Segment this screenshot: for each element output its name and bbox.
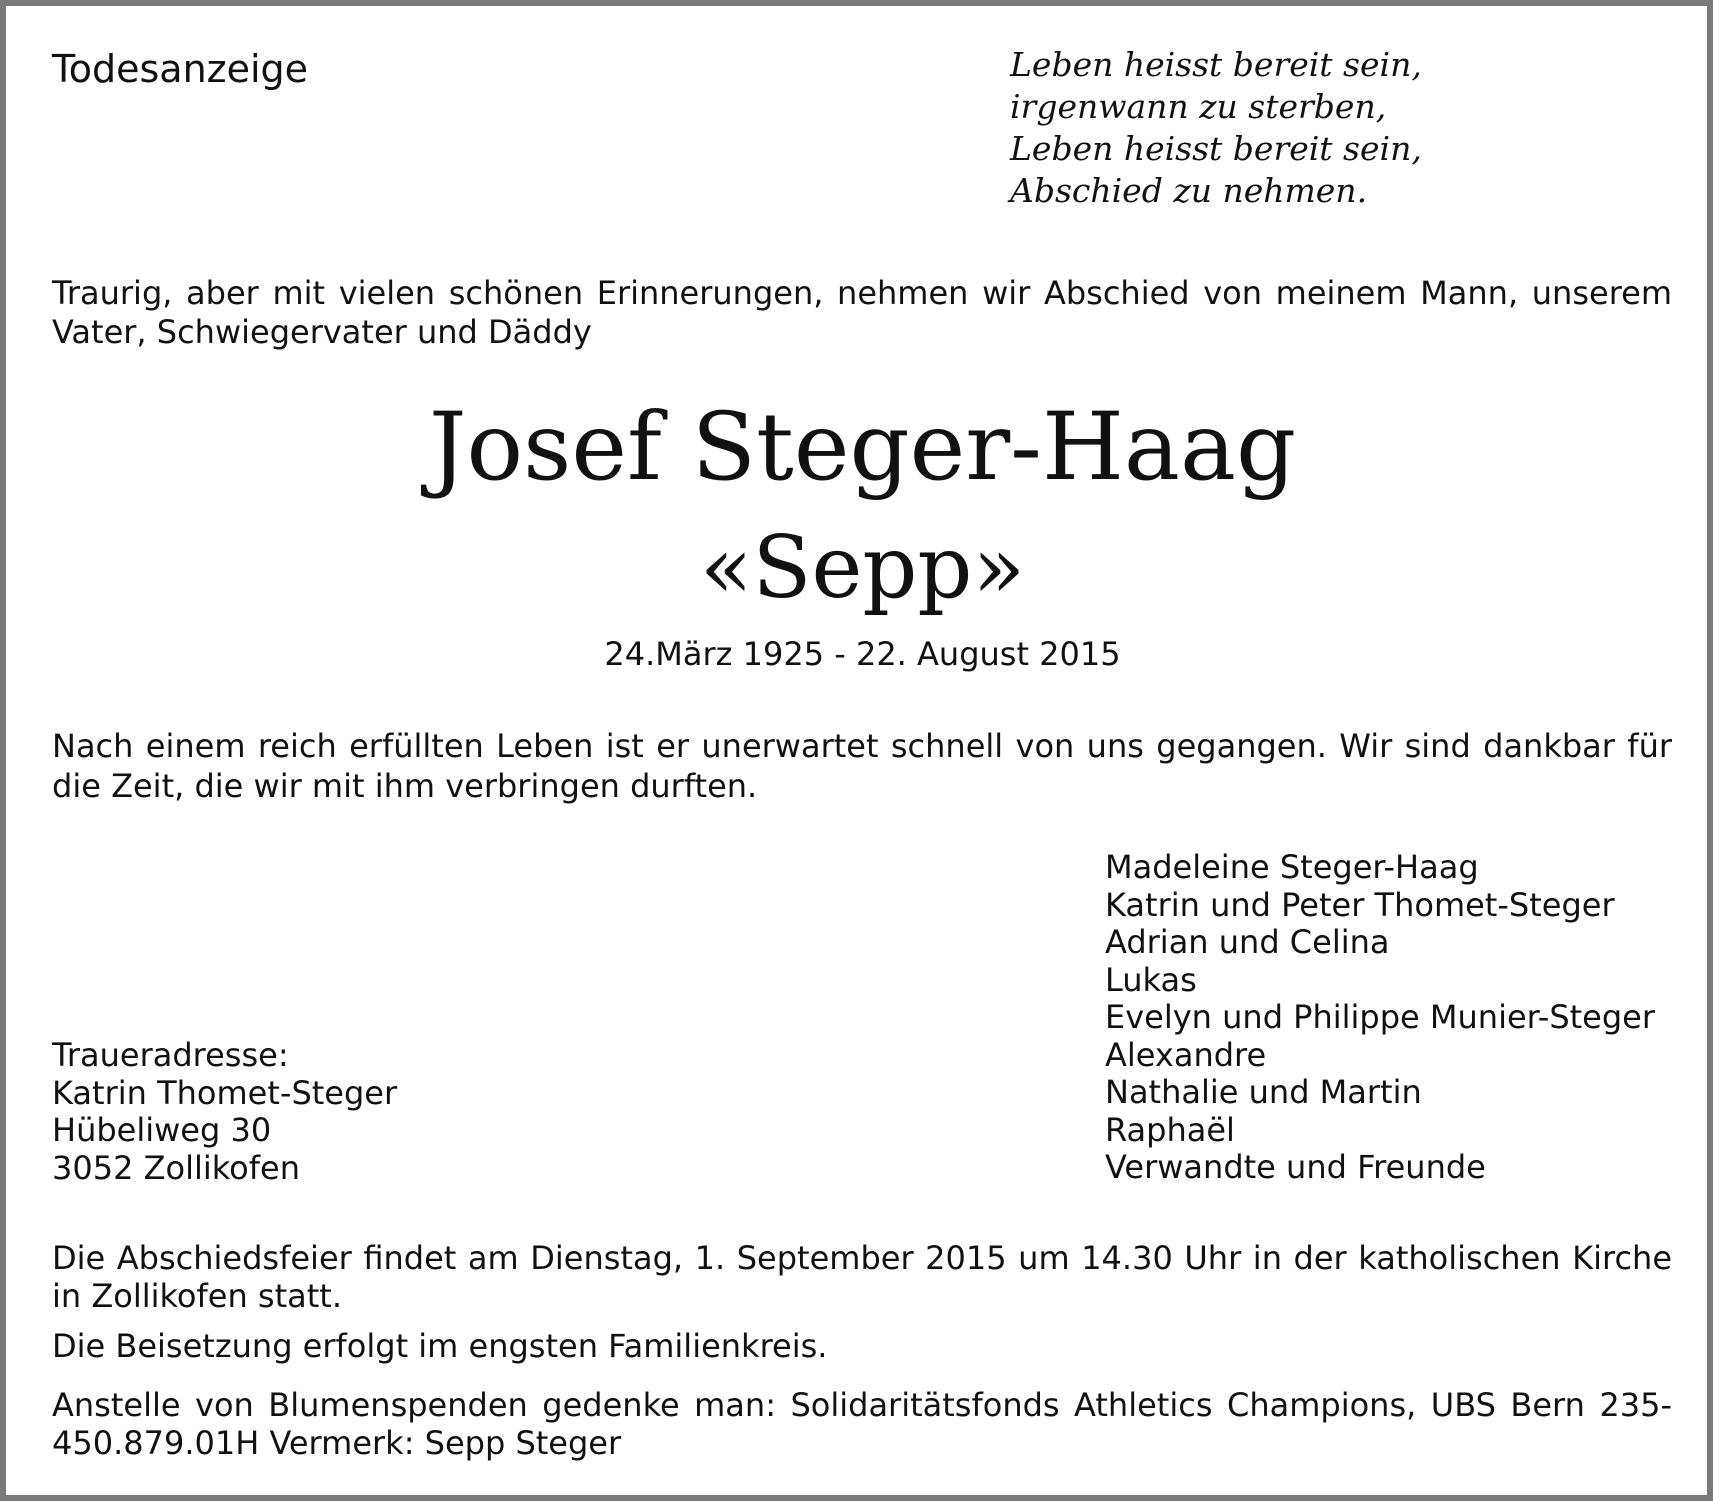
deceased-name: Josef Steger-Haag <box>428 393 1297 502</box>
address-line: Hübeliweg 30 <box>52 1111 272 1149</box>
motto-verse <box>1010 44 1422 212</box>
address-line: Katrin Thomet-Steger <box>52 1073 398 1112</box>
motto-line: Leben heisst bereit sein, <box>1010 129 1422 168</box>
mourner-item: Lukas <box>1105 960 1197 999</box>
address-heading: Traueradresse: <box>52 1036 289 1074</box>
mourners-list <box>1105 849 1655 1187</box>
donation-info: Anstelle von Blumenspenden gedenke man: Solidaritätsfonds Athletics Champions, UBS Bern 235-450.879.01H Vermerk: Sepp Steger <box>52 1386 1672 1462</box>
mourner-item: Alexandre <box>1105 1035 1267 1074</box>
tribute-text: Nach einem reich erfüllten Leben ist er unerwartet schnell von uns gegangen. Wir sind dankbar für die Zeit, die wir mit ihm verbringen durften. <box>52 727 1672 805</box>
service-info: Die Abschiedsfeier findet am Dienstag, 1. September 2015 um 14.30 Uhr in der katholischen Kirche in Zollikofen statt. <box>52 1239 1672 1315</box>
burial-info: Die Beisetzung erfolgt im engsten Familienkreis. <box>52 1327 828 1365</box>
address-line: 3052 Zollikofen <box>52 1148 300 1187</box>
motto-line: Abschied zu nehmen. <box>1010 171 1368 210</box>
notice-type-label: Todesanzeige <box>52 47 309 91</box>
motto-line: irgenwann zu sterben, <box>1010 87 1387 126</box>
mourner-item: Madeleine Steger-Haag <box>1105 848 1479 886</box>
mourning-address <box>52 1037 397 1187</box>
mourner-item: Adrian und Celina <box>1105 923 1390 961</box>
mourner-item: Nathalie und Martin <box>1105 1073 1422 1111</box>
life-dates: 24.März 1925 - 22. August 2015 <box>604 635 1121 673</box>
deceased-nickname: «Sepp» <box>699 518 1026 618</box>
mourner-item: Evelyn und Philippe Munier-Steger <box>1105 998 1656 1036</box>
mourner-item: Verwandte und Freunde <box>1105 1148 1486 1186</box>
motto-line: Leben heisst bereit sein, <box>1010 45 1422 84</box>
mourner-item: Katrin und Peter Thomet-Steger <box>1105 885 1615 924</box>
intro-text: Traurig, aber mit vielen schönen Erinnerungen, nehmen wir Abschied von meinem Mann, unserem Vater, Schwiegervater und Däddy <box>52 274 1672 351</box>
mourner-item: Raphaël <box>1105 1110 1235 1149</box>
